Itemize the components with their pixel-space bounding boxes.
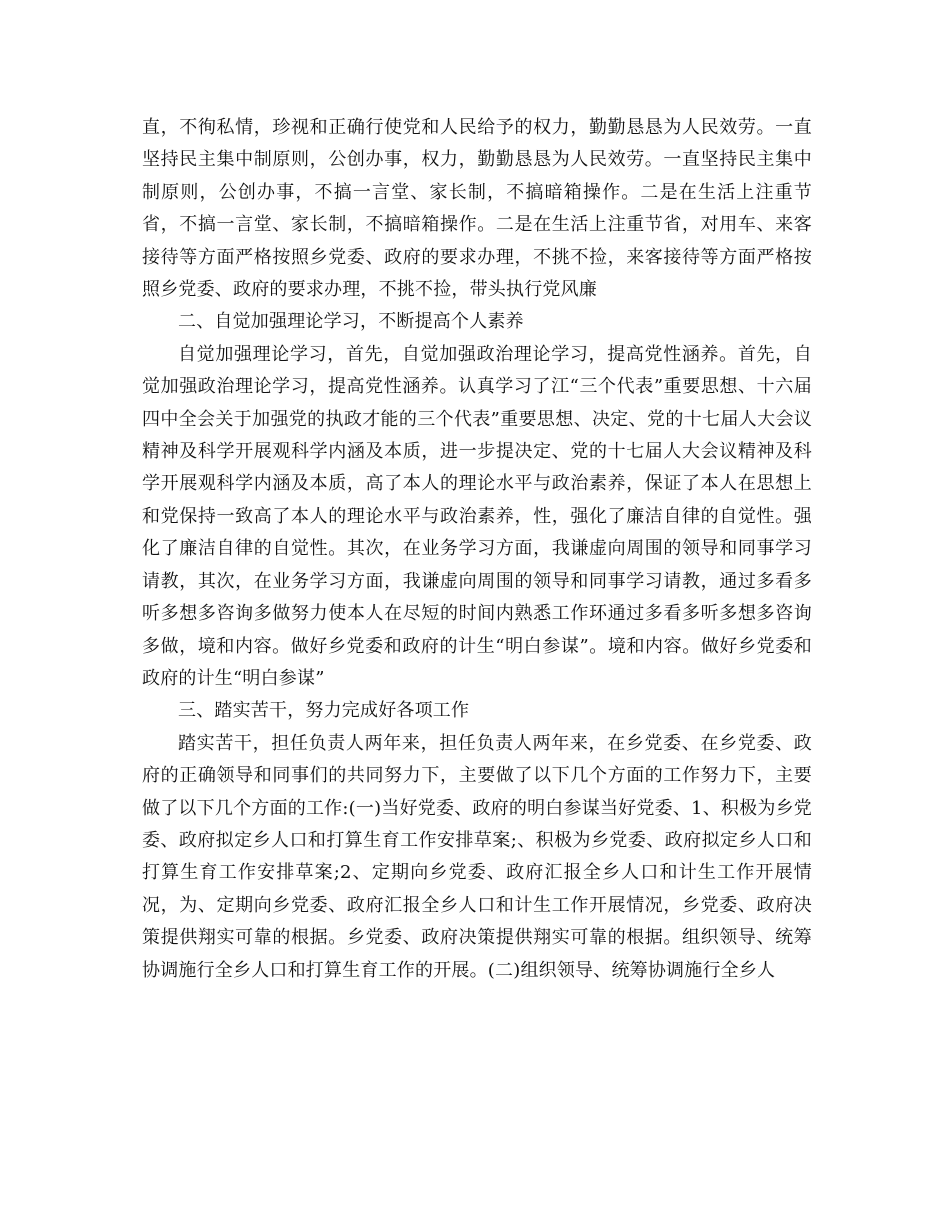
paragraph-continuation: 直，不徇私情，珍视和正确行使党和人民给予的权力，勤勤恳恳为人民效劳。一直坚持民主集中制原则，公创办事，权力，勤勤恳恳为人民效劳。一直坚持民主集中制原则，公创办事，不搞一言堂、家长制，不搞暗箱操作。二是在生活上注重节省，不搞一言堂、家长制，不搞暗箱操作。二是在生活上注重节省，对用车、来客接待等方面严格按照乡党委、政府的要求办理，不挑不捡，来客接待等方面严格按照乡党委、政府的要求办理，不挑不捡，带头执行党风廉 xyxy=(142,117,812,301)
document-body xyxy=(142,112,812,987)
section-heading-2: 二、自觉加强理论学习，不断提高个人素养 xyxy=(178,311,524,333)
paragraph-work-report: 踏实苦干，担任负责人两年来，担任负责人两年来，在乡党委、在乡党委、政府的正确领导和同事们的共同努力下，主要做了以下几个方面的工作努力下，主要做了以下几个方面的工作:(一)当好党委、政府的明白参谋当好党委、1、积极为乡党委、政府拟定乡人口和打算生育工作安排草案;、积极为乡党委、政府拟定乡人口和打算生育工作安排草案;2、定期向乡党委、政府汇报全乡人口和计生工作开展情况，为、定期向乡党委、政府汇报全乡人口和计生工作开展情况，乡党委、政府决策提供翔实可靠的根据。乡党委、政府决策提供翔实可靠的根据。组织领导、统筹协调施行全乡人口和打算生育工作的开展。(二)组织领导、统筹协调施行全乡人 xyxy=(142,732,812,981)
paragraph-theory-study: 自觉加强理论学习，首先，自觉加强政治理论学习，提高党性涵养。首先，自觉加强政治理论学习，提高党性涵养。认真学习了江“三个代表”重要思想、十六届四中全会关于加强党的执政才能的三个代表”重要思想、决定、党的十七届人大会议精神及科学开展观科学内涵及本质，进一步提决定、党的十七届人大会议精神及科学开展观科学内涵及本质，高了本人的理论水平与政治素养，保证了本人在思想上和党保持一致高了本人的理论水平与政治素养，性，强化了廉洁自律的自觉性。强化了廉洁自律的自觉性。其次，在业务学习方面，我谦虚向周围的领导和同事学习请教，其次，在业务学习方面，我谦虚向周围的领导和同事学习请教，通过多看多听多想多咨询多做努力使本人在尽短的时间内熟悉工作环通过多看多听多想多咨询多做，境和内容。做好乡党委和政府的计生“明白参谋”。境和内容。做好乡党委和政府的计生“明白参谋” xyxy=(142,343,812,689)
section-heading-3: 三、踏实苦干，努力完成好各项工作 xyxy=(178,700,470,722)
